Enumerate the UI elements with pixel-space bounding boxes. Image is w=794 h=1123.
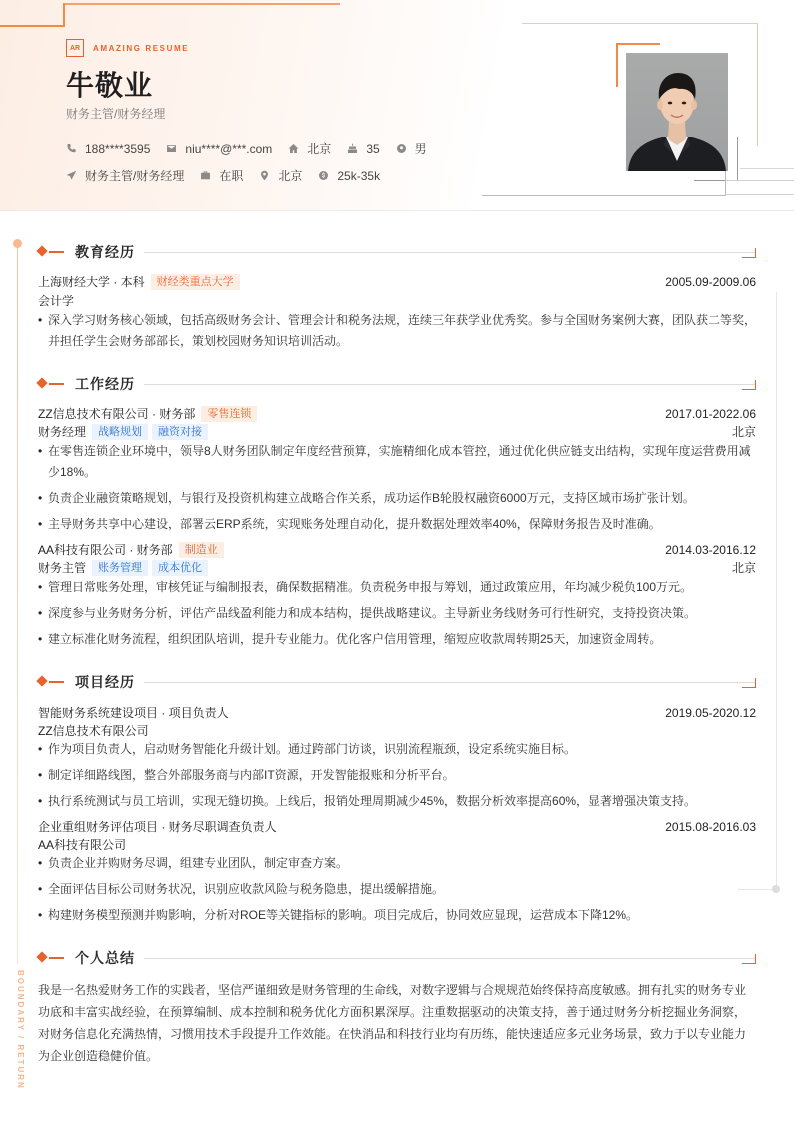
list-item: • 管理日常账务处理，审核凭证与编制报表，确保数据精准。负责税务申报与筹划，通过政策应用，年均减少税负100万元。 [38,577,756,598]
section-header-work [38,374,756,394]
project-company: ZZ信息技术有限公司 [38,724,149,738]
cake-icon [347,143,358,154]
list-item: • 负责企业融资策略规划，与银行及投资机构建立战略合作关系，成功运作B轮股权融资6000万元，支持区域市场扩张计划。 [38,488,756,509]
phone-item [66,142,150,156]
section-dash [49,681,64,683]
project-entry-header [38,704,756,721]
section-title: 个人总结 [75,950,135,966]
project-company-row [38,722,756,739]
portrait-illustration [626,53,728,171]
list-item: • 构建财务模型预测并购影响，分析对ROE等关键指标的影响。项目完成后，协同效应显现，运营成本下降12%。 [38,905,756,926]
contact-row [66,140,443,157]
header-decor-line [0,25,65,27]
section-rule [144,958,756,959]
list-item: • 主导财务共享中心建设，部署云ERP系统，实现账务处理自动化，提升数据处理效率40%，保障财务报告及时准确。 [38,514,756,535]
brand-text: AMAZING RESUME [93,43,190,53]
work-entry-header [38,405,756,422]
gender-item [396,140,427,157]
salary-text: 25k-35k [337,168,381,183]
skill-tag: 战略规划 [92,424,148,440]
diamond-icon [36,245,47,256]
diamond-icon [36,951,47,962]
list-item: • 深度参与业务财务分析，评估产品线盈利能力和成本结构，提供战略建议。主导新业务线财务可行性研究，支持投资决策。 [38,603,756,624]
status-text: 在职 [219,169,244,183]
skill-tag: 账务管理 [92,560,148,576]
email-text: niu****@***.com [185,141,273,156]
photo-frame-line [726,194,794,195]
education-dates: 2005.09-2009.06 [665,274,756,289]
phone-icon [66,143,77,154]
header-decor-line [63,3,65,27]
education-major-row [38,292,756,309]
photo-frame-corner [616,43,618,87]
work-location: 北京 [731,425,756,439]
project-bullets [38,853,756,931]
school-name: 上海财经大学 · 本科 [38,275,145,289]
email-item [166,142,272,156]
company-name: ZZ信息技术有限公司 · 财务部 [38,407,196,421]
summary-text: 我是一名热爱财务工作的实践者，坚信严谨细致是财务管理的生命线，对数字逻辑与合规规范始终保持高度敏感。拥有扎实的财务专业功底和丰富实战经验，在预算编制、成本控制和税务优化方面积累深厚。注重数据驱动的决策支持，善于通过财务分析挖掘业务洞察，对财务信息化充满热情，习惯用技术手段提升工作效能。在快消品和科技行业均有历练，能快速适应多元业务场景，致力于以专业能力为企业创造稳健价值。 [38,983,747,1063]
project-name: 企业重组财务评估项目 · 财务尽职调查负责人 [38,820,277,834]
work-bullets [38,441,756,540]
education-entry-header [38,273,756,290]
brand [66,39,189,57]
diamond-icon [36,675,47,686]
section-corner [742,248,756,258]
resume-header [0,0,794,211]
skill-tag: 成本优化 [152,560,208,576]
company-name: AA科技有限公司 · 财务部 [38,543,173,557]
candidate-title: 财务主管/财务经理 [66,107,166,121]
section-corner [742,678,756,688]
industry-tag: 制造业 [179,542,224,558]
project-dates: 2015.08-2016.03 [665,819,756,834]
section-rule [144,252,756,253]
project-dates: 2019.05-2020.12 [665,705,756,720]
major: 会计学 [38,294,75,308]
work-role-row [38,423,756,440]
work-bullets [38,577,756,655]
side-decor-line [17,244,18,964]
list-item: • 执行系统测试与员工培训，实现无缝切换。上线后，报销处理周期减少45%，数据分析效率提高60%，显著增强决策支持。 [38,791,756,812]
money-icon [318,170,329,181]
send-icon [66,170,77,181]
header-decor-line [64,3,340,5]
section-dash [49,251,64,253]
photo-frame-line [522,23,758,24]
right-decor-dot [772,885,780,893]
location-icon [259,170,270,181]
photo-frame-corner [737,137,738,181]
school-tag: 财经类重点大学 [151,274,240,290]
section-title: 教育经历 [75,244,135,260]
project-company-row [38,836,756,853]
section-title: 项目经历 [75,674,135,690]
target-role-text: 财务主管/财务经理 [85,169,185,183]
industry-tag: 零售连锁 [201,406,257,422]
project-entry-header [38,818,756,835]
section-rule [144,384,756,385]
right-decor-line [776,292,777,887]
city-item [288,140,331,157]
target-city-item [259,167,302,184]
section-rule [144,682,756,683]
work-dates: 2014.03-2016.12 [665,542,756,557]
photo-frame-line [740,168,794,169]
project-name: 智能财务系统建设项目 · 项目负责人 [38,706,229,720]
diamond-icon [36,377,47,388]
section-header-education [38,242,756,262]
list-item: • 作为项目负责人，启动财务智能化升级计划。通过跨部门访谈，识别流程瓶颈，设定系统实施目标。 [38,739,756,760]
briefcase-icon [200,170,211,181]
education-bullets [38,310,756,357]
section-dash [49,957,64,959]
target-role-item [66,167,184,184]
age-item [347,142,379,156]
work-dates: 2017.01-2022.06 [665,406,756,421]
job-role: 财务主管 [38,561,87,575]
photo-frame-corner [616,43,660,45]
work-location: 北京 [731,561,756,575]
section-corner [742,954,756,964]
photo-frame-line [757,23,758,146]
section-header-projects [38,672,756,692]
brand-badge: AR [66,39,84,57]
side-vertical-text: BOUNDARY / RETURN [16,970,25,1090]
city-text: 北京 [307,142,332,156]
candidate-name: 牛敬业 [66,70,154,101]
list-item: • 全面评估目标公司财务状况，识别应收款风险与税务隐患，提出缓解措施。 [38,879,756,900]
candidate-photo [626,53,728,171]
section-header-summary [38,948,756,968]
mail-icon [166,143,177,154]
skill-tag: 融资对接 [152,424,208,440]
section-title: 工作经历 [75,376,135,392]
section-corner [742,380,756,390]
job-intent-row [66,167,396,184]
age-text: 35 [366,141,380,156]
salary-item [318,169,380,183]
side-decor-dot [13,239,22,248]
gender-icon [396,143,407,154]
work-entry-header [38,541,756,558]
work-role-row [38,559,756,576]
photo-frame-line [726,180,794,181]
home-icon [288,143,299,154]
list-item: • 深入学习财务核心领域，包括高级财务会计、管理会计和税务法规，连续三年获学业优秀奖。参与全国财务案例大赛，团队获二等奖，并担任学生会财务部部长，策划校园财务知识培训活动。 [38,310,756,352]
project-company: AA科技有限公司 [38,838,127,852]
phone-text: 188****3595 [85,141,151,156]
list-item: • 建立标准化财务流程，组织团队培训，提升专业能力。优化客户信用管理，缩短应收款周转期25天，加速资金周转。 [38,629,756,650]
list-item: • 在零售连锁企业环境中，领导8人财务团队制定年度经营预算，实施精细化成本管控，通过优化供应链支出结构，实现年度运营费用减少18%。 [38,441,756,483]
job-role: 财务经理 [38,425,87,439]
list-item: • 负责企业并购财务尽调，组建专业团队，制定审查方案。 [38,853,756,874]
target-city-text: 北京 [278,169,303,183]
list-item: • 制定详细路线图，整合外部服务商与内部IT资源，开发智能报账和分析平台。 [38,765,756,786]
gender-text: 男 [414,142,427,156]
project-bullets [38,739,756,817]
section-dash [49,383,64,385]
status-item [200,167,243,184]
photo-frame-line [482,195,726,196]
